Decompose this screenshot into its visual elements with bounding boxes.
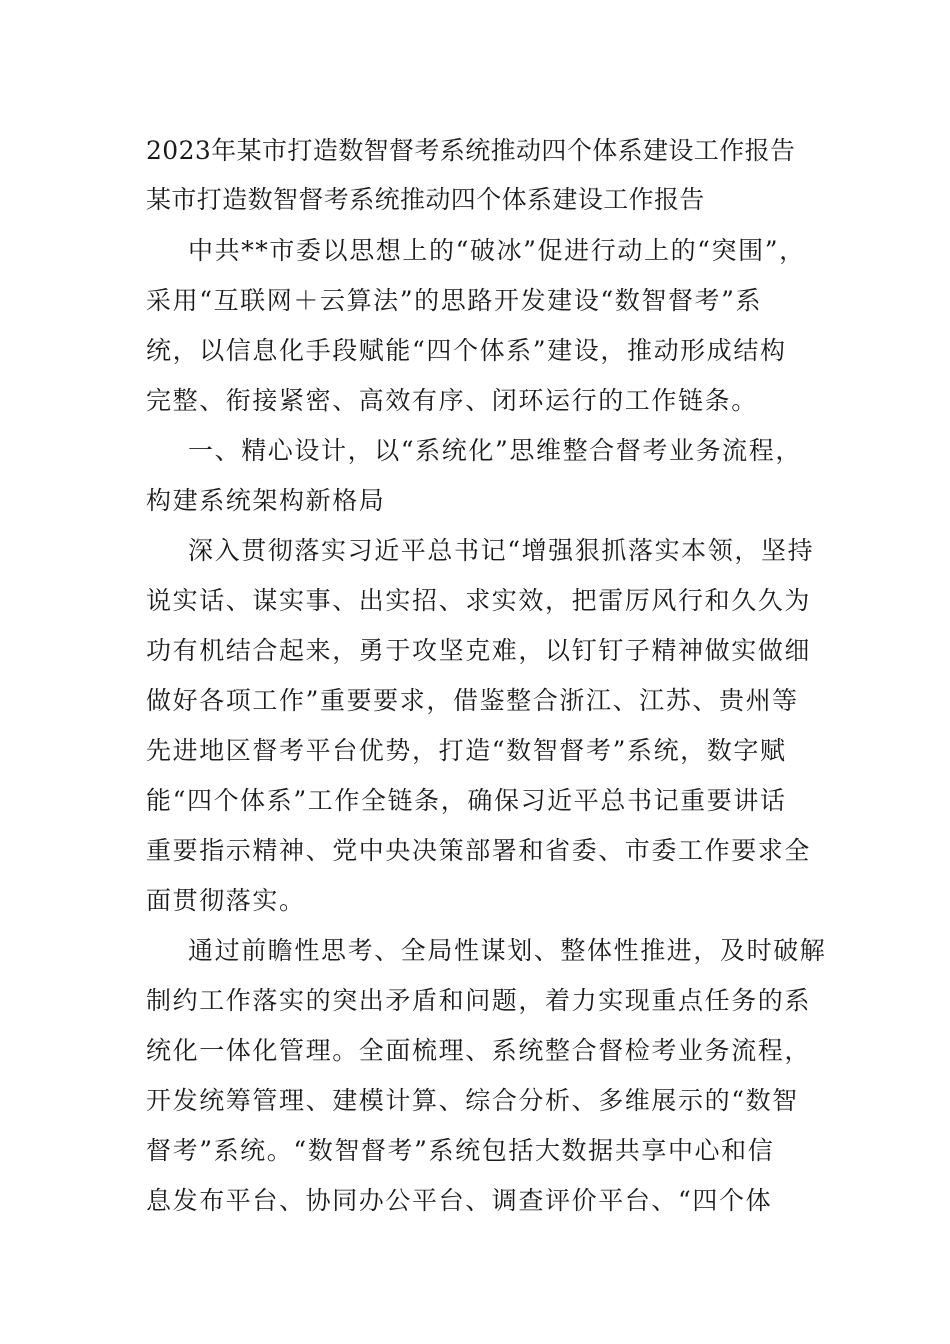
paragraph-line: 督考”系统。“数智督考”系统包括大数据共享中心和信 xyxy=(146,1136,775,1165)
paragraph-line: 统，以信息化手段赋能“四个体系”建设，推动形成结构 xyxy=(146,336,787,365)
paragraph-line: 完整、衔接紧密、高效有序、闭环运行的工作链条。 xyxy=(146,386,758,415)
section-heading-line: 构建系统架构新格局 xyxy=(146,486,386,515)
paragraph-line: 通过前瞻性思考、全局性谋划、整体性推进，及时破解 xyxy=(188,936,827,965)
paragraph-line: 息发布平台、协同办公平台、调查评价平台、“四个体 xyxy=(146,1186,773,1215)
paragraph-line: 能“四个体系”工作全链条，确保习近平总书记重要讲话 xyxy=(146,786,787,815)
paragraph-line: 深入贯彻落实习近平总书记“增强狠抓落实本领，坚持 xyxy=(188,536,815,565)
paragraph-line: 做好各项工作”重要要求，借鉴整合浙江、江苏、贵州等 xyxy=(146,686,799,715)
paragraph-line: 说实话、谋实事、出实招、求实效，把雷厉风行和久久为 xyxy=(146,586,812,615)
paragraph-line: 重要指示精神、党中央决策部署和省委、市委工作要求全 xyxy=(146,836,812,865)
paragraph-line: 制约工作落实的突出矛盾和问题，着力实现重点任务的系 xyxy=(146,986,812,1015)
paragraph-line: 面贯彻落实。 xyxy=(146,886,306,915)
section-heading-line: 一、精心设计，以“系统化”思维整合督考业务流程， xyxy=(188,436,802,465)
paragraph-line: 统化一体化管理。全面梳理、系统整合督检考业务流程， xyxy=(146,1036,812,1065)
paragraph-line: 开发统筹管理、建模计算、综合分析、多维展示的“数智 xyxy=(146,1086,799,1115)
paragraph-line: 中共**市委以思想上的“破冰”促进行动上的“突围”， xyxy=(188,236,806,265)
document-subtitle: 某市打造数智督考系统推动四个体系建设工作报告 xyxy=(146,185,705,214)
paragraph-line: 先进地区督考平台优势，打造“数智督考”系统，数字赋 xyxy=(146,736,787,765)
document-title: 2023年某市打造数智督考系统推动四个体系建设工作报告 xyxy=(146,136,796,165)
paragraph-line: 采用“互联网＋云算法”的思路开发建设“数智督考”系 xyxy=(146,286,763,315)
paragraph-line: 功有机结合起来，勇于攻坚克难，以钉钉子精神做实做细 xyxy=(146,636,812,665)
